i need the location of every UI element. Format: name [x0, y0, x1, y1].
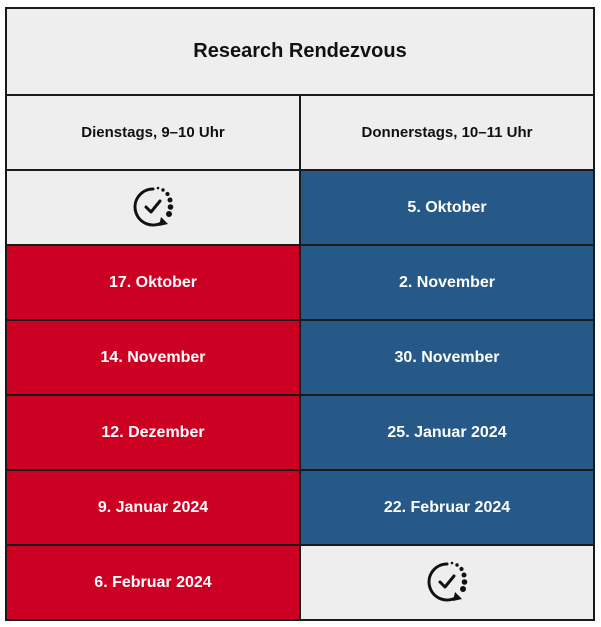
date-cell-tuesday-2: 14. November: [7, 321, 299, 394]
thursday-placeholder-cell: [301, 546, 593, 619]
clock-check-icon: [127, 183, 179, 233]
date-cell-thursday-5: 22. Februar 2024: [301, 471, 593, 544]
date-cell-tuesday-4: 9. Januar 2024: [7, 471, 299, 544]
column-header-thursday: Donnerstags, 10–11 Uhr: [301, 96, 593, 169]
tuesday-placeholder-cell: [7, 171, 299, 244]
date-cell-tuesday-5: 6. Februar 2024: [7, 546, 299, 619]
date-cell-tuesday-3: 12. Dezember: [7, 396, 299, 469]
date-cell-thursday-2: 2. November: [301, 246, 593, 319]
schedule-table: [5, 7, 595, 621]
date-cell-tuesday-1: 17. Oktober: [7, 246, 299, 319]
date-cell-thursday-3: 30. November: [301, 321, 593, 394]
clock-check-icon: [421, 558, 473, 608]
column-header-tuesday: Dienstags, 9–10 Uhr: [7, 96, 299, 169]
date-cell-thursday-4: 25. Januar 2024: [301, 396, 593, 469]
table-title: Research Rendezvous: [7, 9, 593, 94]
date-cell-thursday-1: 5. Oktober: [301, 171, 593, 244]
